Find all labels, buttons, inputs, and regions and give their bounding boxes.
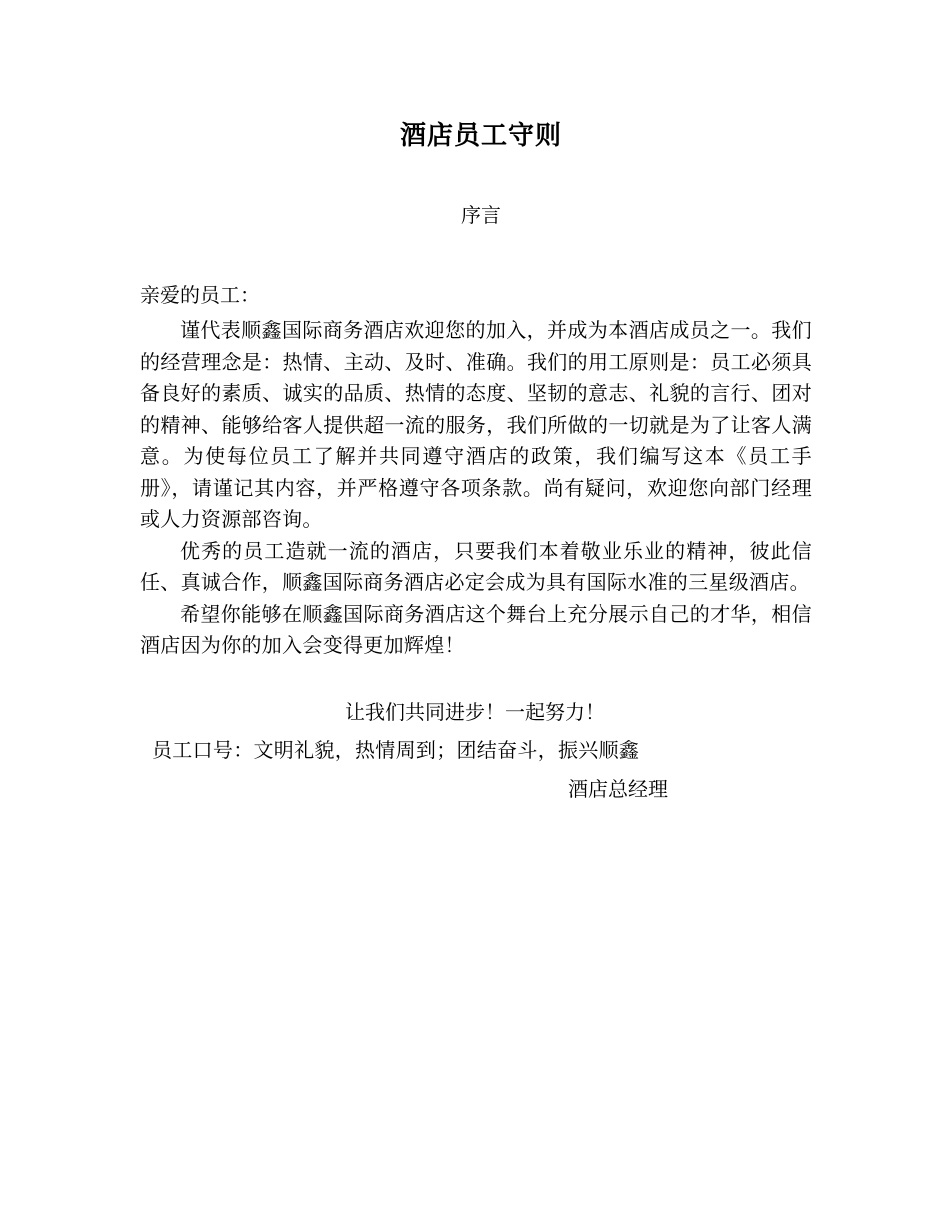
paragraph-hope: 希望你能够在顺鑫国际商务酒店这个舞台上充分展示自己的才华，相信酒店因为你的加入会变得更加辉煌！ <box>140 601 812 657</box>
document-subtitle: 序言 <box>461 203 501 227</box>
document-title: 酒店员工守则 <box>399 121 562 151</box>
closing-slogan: 让我们共同进步！一起努力！ <box>345 700 605 724</box>
paragraph-welcome: 谨代表顺鑫国际商务酒店欢迎您的加入，并成为本酒店成员之一。我们的经营理念是：热情、主动、及时、准确。我们的用工原则是：员工必须具备良好的素质、诚实的品质、热情的态度、坚韧的意志、礼貌的言行、团对的精神、能够给客人提供超一流的服务，我们所做的一切就是为了让客人满意。为使每位员工了解并共同遵守酒店的政策，我们编写这本《员工手册》，请谨记其内容，并严格遵守各项条款。尚有疑问，欢迎您向部门经理或人力资源部咨询。 <box>140 318 812 531</box>
preface-body <box>140 315 812 662</box>
signature: 酒店总经理 <box>568 777 668 801</box>
paragraph-excellence: 优秀的员工造就一流的酒店，只要我们本着敬业乐业的精神，彼此信任、真诚合作，顺鑫国际商务酒店必定会成为具有国际水准的三星级酒店。 <box>140 538 812 594</box>
greeting: 亲爱的员工： <box>140 283 260 307</box>
staff-motto: 员工口号：文明礼貌，热情周到；团结奋斗，振兴顺鑫 <box>152 738 640 762</box>
